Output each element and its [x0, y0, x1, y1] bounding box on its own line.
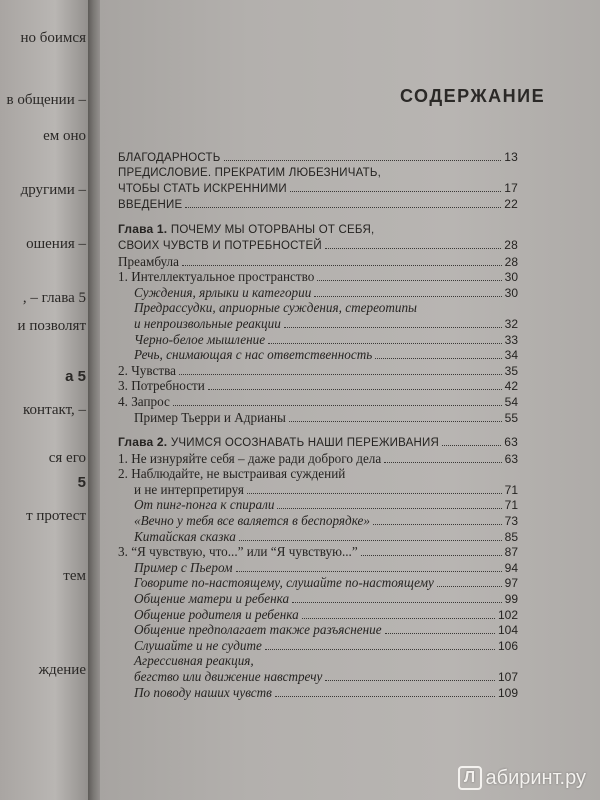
- toc-page-number: 35: [504, 363, 518, 378]
- toc-entry-title: 3. Потребности: [118, 378, 205, 394]
- toc-page-number: 94: [504, 560, 518, 575]
- left-page-line: в общении –: [6, 92, 86, 108]
- toc-spacer: [118, 212, 518, 222]
- toc-entry: [118, 435, 518, 451]
- toc-entry-title: «Вечно у тебя все валяется в беспорядке»: [134, 513, 370, 529]
- toc-entry: [118, 497, 518, 513]
- left-page-line: но боимся: [20, 30, 86, 46]
- toc-spacer: [118, 425, 518, 435]
- toc-entry: [118, 638, 518, 654]
- toc-entry: [118, 685, 518, 701]
- left-page-line: ся его: [48, 450, 86, 466]
- dot-leader: [375, 358, 501, 359]
- toc-entry: [118, 347, 518, 363]
- toc-page-number: 13: [504, 150, 518, 164]
- table-of-contents: [118, 150, 518, 700]
- right-page: [100, 0, 600, 800]
- toc-entry: [118, 150, 518, 166]
- toc-entry: [118, 316, 518, 332]
- toc-entry-title: Пример Тьерри и Адрианы: [134, 409, 286, 425]
- toc-entry-title: Китайская сказка: [134, 528, 236, 544]
- toc-entry-title: ВВЕДЕНИЕ: [118, 198, 183, 211]
- toc-entry-title: Общение предполагает также разъяснение: [134, 622, 382, 638]
- dot-leader: [185, 207, 501, 208]
- toc-entry: [118, 410, 518, 426]
- toc-entry-title: 2. Чувства: [118, 362, 177, 378]
- toc-entry-title: От пинг-понга к спирали: [134, 497, 275, 513]
- toc-page-number: 33: [504, 332, 518, 347]
- toc-entry: [118, 529, 518, 545]
- toc-entry: [118, 394, 518, 410]
- toc-entry: [118, 363, 518, 379]
- dot-leader: [179, 374, 502, 375]
- toc-entry: [118, 197, 518, 213]
- dot-leader: [290, 191, 501, 192]
- dot-leader: [236, 571, 502, 572]
- dot-leader: [173, 405, 502, 406]
- toc-entry-title: 1. Не изнуряйте себя – даже ради доброго дела: [118, 450, 382, 466]
- toc-entry: [118, 451, 518, 467]
- toc-entry-title: Агрессивная реакция,: [134, 653, 254, 669]
- toc-page-number: 28: [504, 254, 518, 269]
- left-page-line: другими –: [20, 182, 86, 198]
- toc-entry-title: 1. Интеллектуальное пространство: [118, 269, 315, 285]
- toc-page-number: 87: [504, 545, 518, 560]
- left-page-line: ем оно: [43, 128, 86, 144]
- toc-page-number: 99: [504, 592, 518, 607]
- labirint-logo-icon: Л: [458, 766, 482, 790]
- dot-leader: [302, 618, 495, 619]
- toc-page-number: 107: [497, 670, 518, 684]
- toc-entry: [118, 269, 518, 285]
- dot-leader: [314, 296, 501, 297]
- toc-entry: [118, 238, 518, 254]
- toc-entry-title: и не интерпретируя: [134, 481, 244, 497]
- toc-page-number: 102: [497, 607, 518, 622]
- toc-page-number: 109: [497, 685, 518, 700]
- toc-entry: [118, 591, 518, 607]
- toc-page-number: 32: [504, 316, 518, 331]
- toc-entry: [118, 653, 518, 669]
- toc-entry: [118, 544, 518, 560]
- dot-leader: [437, 586, 502, 587]
- dot-leader: [224, 160, 502, 161]
- toc-entry: [118, 482, 518, 498]
- toc-entry-title: БЛАГОДАРНОСТЬ: [118, 152, 221, 164]
- toc-entry-title: Речь, снимающая с нас ответственность: [134, 347, 373, 363]
- toc-entry-title: СВОИХ ЧУВСТВ И ПОТРЕБНОСТЕЙ: [118, 239, 322, 252]
- toc-entry: [118, 254, 518, 270]
- left-page-line: тем: [63, 568, 86, 584]
- toc-entry-title: Общение матери и ребенка: [134, 591, 290, 607]
- toc-page-number: 63: [504, 451, 518, 466]
- toc-entry: [118, 285, 518, 301]
- dot-leader: [361, 555, 502, 556]
- dot-leader: [247, 493, 502, 494]
- toc-entry: [118, 166, 518, 182]
- toc-entry-title: 3. “Я чувствую, что...” или “Я чувствую...”: [118, 544, 358, 560]
- toc-entry-title: Пример с Пьером: [134, 559, 233, 575]
- toc-page-number: 42: [504, 379, 518, 394]
- toc-entry-title: 4. Запрос: [118, 393, 170, 409]
- dot-leader: [385, 633, 495, 634]
- toc-page-number: 30: [504, 270, 518, 285]
- dot-leader: [442, 445, 501, 446]
- toc-page-number: 17: [504, 181, 518, 196]
- toc-entry: [118, 575, 518, 591]
- toc-entry: [118, 466, 518, 482]
- toc-page-number: 97: [504, 576, 518, 591]
- toc-entry-title: Говорите по-настоящему, слушайте по-настоящему: [134, 575, 434, 591]
- toc-entry: [118, 560, 518, 576]
- toc-entry-title: Глава 1. ПОЧЕМУ МЫ ОТОРВАНЫ ОТ СЕБЯ,: [118, 222, 375, 237]
- toc-page-number: 106: [497, 638, 518, 653]
- toc-entry-title: Предрассудки, априорные суждения, стереотипы: [134, 300, 417, 316]
- watermark: [458, 766, 587, 790]
- toc-page-number: 73: [504, 514, 518, 529]
- toc-entry-title: ЧТОБЫ СТАТЬ ИСКРЕННИМИ: [118, 183, 287, 196]
- toc-page-number: 63: [504, 435, 518, 450]
- dot-leader: [289, 421, 502, 422]
- left-page-line: ждение: [38, 662, 86, 678]
- dot-leader: [275, 696, 495, 697]
- toc-entry: [118, 513, 518, 529]
- dot-leader: [384, 462, 501, 463]
- toc-entry: [118, 332, 518, 348]
- dot-leader: [317, 280, 501, 281]
- toc-entry-title: Суждения, ярлыки и категории: [134, 284, 312, 300]
- dot-leader: [268, 343, 502, 344]
- toc-entry: [118, 669, 518, 685]
- toc-entry-title: 2. Наблюдайте, не выстраивая суждений: [118, 466, 346, 482]
- toc-entry-title: и непроизвольные реакции: [134, 315, 281, 331]
- toc-entry-title: Черно-белое мышление: [134, 331, 266, 347]
- dot-leader: [292, 602, 502, 603]
- toc-page-number: 34: [504, 348, 518, 363]
- toc-entry-title: ПРЕДИСЛОВИЕ. ПРЕКРАТИМ ЛЮБЕЗНИЧАТЬ,: [118, 166, 381, 179]
- left-page-line: , – глава 5: [22, 290, 86, 306]
- dot-leader: [239, 540, 502, 541]
- toc-entry: [118, 181, 518, 197]
- dot-leader: [208, 389, 502, 390]
- toc-entry: [118, 622, 518, 638]
- left-page-line: ошения –: [26, 236, 86, 252]
- toc-page-number: 22: [504, 196, 518, 211]
- dot-leader: [265, 649, 495, 650]
- left-page-line: т протест: [26, 508, 86, 524]
- toc-page-number: 30: [504, 285, 518, 300]
- toc-page-number: 28: [504, 237, 518, 252]
- dot-leader: [182, 265, 502, 266]
- toc-entry-title: Преамбула: [118, 253, 179, 269]
- toc-page-number: 85: [504, 529, 518, 544]
- toc-entry: [118, 300, 518, 316]
- toc-page-number: 71: [504, 498, 518, 513]
- toc-entry: [118, 378, 518, 394]
- toc-entry: [118, 607, 518, 623]
- toc-entry-title: Глава 2. УЧИМСЯ ОСОЗНАВАТЬ НАШИ ПЕРЕЖИВАНИЯ: [118, 435, 439, 450]
- watermark-text: абиринт.ру: [485, 766, 586, 789]
- left-page-fragment: [0, 0, 92, 800]
- toc-entry-title: Слушайте и не судите: [134, 637, 262, 653]
- dot-leader: [373, 524, 502, 525]
- toc-page-number: 104: [497, 623, 518, 638]
- toc-page-number: 54: [504, 394, 518, 409]
- toc-entry-title: Общение родителя и ребенка: [134, 606, 299, 622]
- dot-leader: [277, 508, 501, 509]
- dot-leader: [325, 248, 501, 249]
- dot-leader: [325, 680, 495, 681]
- toc-entry-title: бегство или движение навстречу: [134, 669, 323, 684]
- page-title: СОДЕРЖАНИЕ: [400, 86, 546, 106]
- left-page-line: а 5: [65, 368, 86, 385]
- dot-leader: [284, 327, 502, 328]
- toc-page-number: 71: [504, 482, 518, 497]
- toc-entry-title: По поводу наших чувств: [134, 684, 272, 700]
- toc-entry: [118, 222, 518, 238]
- left-page-line: и позволят: [17, 318, 86, 334]
- left-page-line: 5: [77, 474, 86, 491]
- toc-page-number: 55: [504, 410, 518, 425]
- left-page-line: контакт, –: [23, 402, 86, 418]
